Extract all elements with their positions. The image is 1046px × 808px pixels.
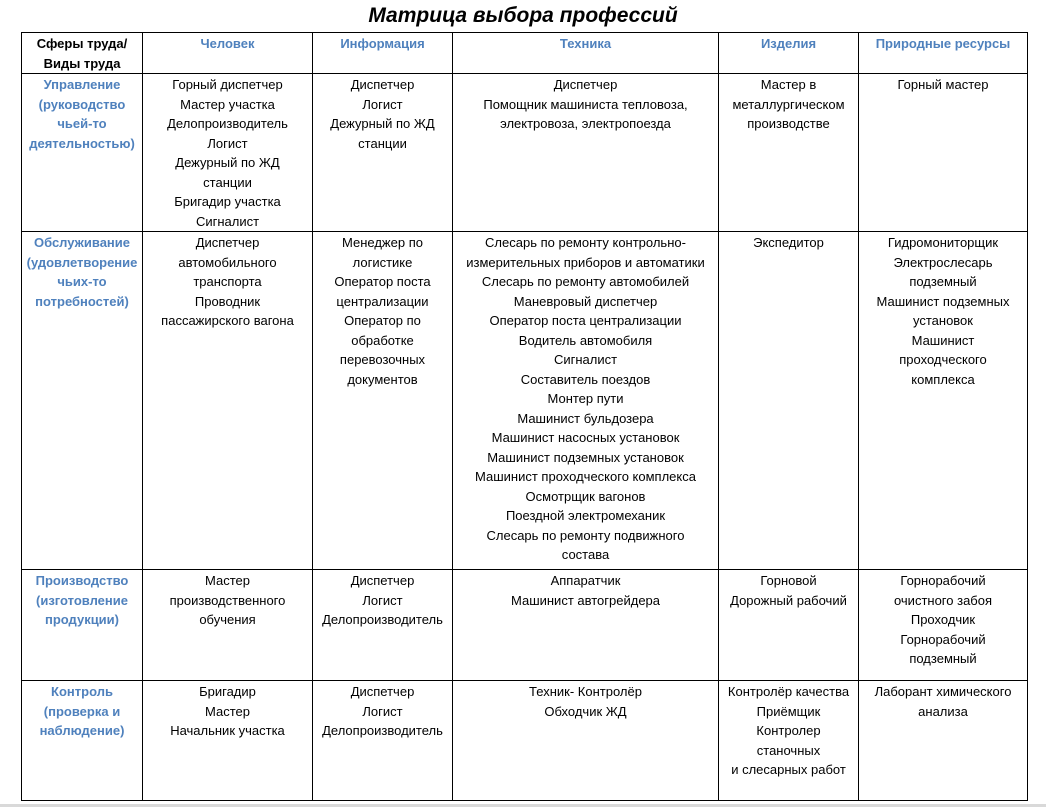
cell-natural-resources [859,74,1028,232]
row-header-line: наблюдение) [39,723,125,738]
cell-line: обучения [199,612,256,627]
cell-line: станочных [756,742,821,758]
cell-line: анализа [918,703,968,719]
cell-line: Менеджер по [342,235,423,250]
cell-line: Машинист автогрейдера [510,592,661,608]
cell-line: Сигналист [553,352,618,367]
cell-line: Логист [362,703,403,719]
corner-line: Сферы труда/ [36,36,128,51]
cell-line: Мастер [205,703,250,719]
cell-line: Логист [207,135,248,151]
cell-line: Горный диспетчер [172,77,283,92]
cell-line: Делопроизводитель [322,723,443,738]
cell-line: подземный [909,274,977,289]
cell-line: установок [913,313,973,328]
cell-line: Маневровый диспетчер [513,293,658,309]
row-header-line: продукции) [44,612,119,627]
cell-person [143,232,313,570]
cell-line: Делопроизводитель [167,116,288,131]
row-header-line: (изготовление [36,592,128,608]
cell-line: Делопроизводитель [322,612,443,627]
row-production [22,570,1028,681]
row-management [22,74,1028,232]
row-header [22,681,143,801]
cell-line: Дежурный по ЖД [330,116,435,131]
cell-line: Машинист проходческого комплекса [475,469,696,484]
row-header-line: (руководство [38,96,126,112]
cell-line: Проводник [194,293,261,309]
row-header-line: потребностей) [35,293,129,309]
row-header-line: чьих-то [57,274,107,289]
cell-products [719,74,859,232]
cell-person [143,681,313,801]
cell-line: Обходчик ЖД [544,703,627,719]
cell-line: Осмотрщик вагонов [525,488,646,504]
cell-natural-resources [859,232,1028,570]
cell-line: Начальник участка [170,723,285,738]
cell-line: Водитель автомобиля [518,332,653,348]
cell-line: очистного забоя [893,592,993,608]
cell-line: Лаборант химического [874,684,1012,699]
row-header-line: Управление [43,77,121,92]
cell-line: Машинист подземных [876,293,1010,309]
cell-line: Машинист насосных установок [491,430,680,445]
cell-line: металлургическом [732,96,845,112]
cell-line: Проходчик [910,612,976,627]
cell-information [313,232,453,570]
cell-line: Машинист [911,332,975,348]
cell-line: Слесарь по ремонту автомобилей [481,274,690,289]
cell-line: Дорожный рабочий [730,592,847,608]
cell-line: Помощник машиниста тепловоза, [483,96,688,112]
cell-line: Слесарь по ремонту контрольно- [485,235,686,250]
cell-technology [453,74,719,232]
cell-line: подземный [909,651,977,666]
cell-technology [453,681,719,801]
cell-line: документов [347,371,418,387]
cell-line: Диспетчер [350,684,415,699]
cell-line: состава [561,547,610,562]
cell-line: электровоза, электропоезда [500,116,671,131]
cell-line: Горновой [760,573,817,588]
row-header [22,570,143,681]
row-header-line: (удовлетворение [26,254,138,270]
cell-technology [453,570,719,681]
header-row [22,33,1028,74]
cell-line: Поездной электромеханик [505,508,666,523]
column-header-natural-resources: Природные ресурсы [859,33,1028,74]
row-header-line: чьей-то [57,116,107,131]
cell-technology [453,232,719,570]
cell-line: комплекса [911,371,975,387]
cell-line: Логист [362,592,403,608]
row-header-line: деятельностью) [29,135,135,151]
row-header-line: (проверка и [43,703,121,719]
page-bottom-rule [0,804,1046,807]
cell-line: станции [358,135,407,151]
cell-line: Диспетчер [350,77,415,92]
row-header-line: Обслуживание [33,235,130,250]
row-service [22,232,1028,570]
cell-line: Горный мастер [897,77,989,92]
column-header-technology: Техника [453,33,719,74]
cell-line: производстве [747,116,830,131]
cell-natural-resources [859,681,1028,801]
cell-line: Машинист подземных установок [487,449,684,465]
cell-information [313,681,453,801]
column-header-products: Изделия [719,33,859,74]
cell-line: Оператор поста централизации [489,313,682,328]
column-header-information: Информация [313,33,453,74]
cell-line: Мастер в [760,77,817,92]
cell-line: Электрослесарь [893,254,993,270]
cell-line: Техник- Контролёр [529,684,642,699]
cell-line: Составитель поездов [520,371,651,387]
corner-header [22,33,143,74]
cell-line: Контролер [756,723,821,738]
cell-line: Машинист бульдозера [517,410,654,426]
row-header [22,74,143,232]
cell-line: Контролёр качества [727,684,850,699]
cell-line: Горнорабочий [900,573,986,588]
cell-line: Горнорабочий [900,631,986,647]
cell-line: Диспетчер [350,573,415,588]
cell-line: обработке [351,332,414,348]
cell-person [143,74,313,232]
row-header [22,232,143,570]
cell-line: Сигналист [195,213,260,229]
cell-line: перевозочных [339,352,426,367]
cell-line: Экспедитор [753,235,824,250]
cell-line: Дежурный по ЖД [175,155,280,170]
cell-line: Диспетчер [553,77,618,92]
cell-line: и слесарных работ [731,762,846,777]
row-header-line: Производство [35,573,129,588]
row-control [22,681,1028,801]
cell-line: Монтер пути [547,391,624,406]
cell-line: Мастер [205,573,250,588]
cell-person [143,570,313,681]
cell-line: транспорта [193,274,262,289]
cell-line: логистике [352,254,413,270]
row-header-line: Контроль [51,684,113,699]
cell-line: Диспетчер [195,235,260,250]
cell-line: Логист [362,96,403,112]
column-header-person: Человек [143,33,313,74]
cell-line: Аппаратчик [550,573,621,588]
cell-line: пассажирского вагона [161,313,294,328]
cell-line: Оператор по [344,313,421,328]
cell-line: проходческого [899,352,987,367]
cell-line: Оператор поста [334,274,431,289]
cell-line: производственного [169,592,286,608]
cell-line: Гидромониторщик [887,235,999,250]
cell-products [719,570,859,681]
cell-products [719,681,859,801]
cell-line: Мастер участка [180,96,275,112]
cell-line: Слесарь по ремонту подвижного [486,527,685,543]
page-title: Матрица выбора профессий [368,4,678,27]
cell-information [313,570,453,681]
cell-line: Бригадир [199,684,256,699]
cell-line: централизации [336,293,429,309]
cell-line: измерительных приборов и автоматики [466,254,705,270]
corner-line: Виды труда [43,55,121,71]
cell-products [719,232,859,570]
cell-natural-resources [859,570,1028,681]
cell-line: автомобильного [178,254,277,270]
cell-line: Бригадир участка [174,194,281,209]
profession-matrix-table [21,32,1028,801]
cell-line: Приёмщик [756,703,821,719]
cell-line: станции [203,174,252,190]
cell-information [313,74,453,232]
